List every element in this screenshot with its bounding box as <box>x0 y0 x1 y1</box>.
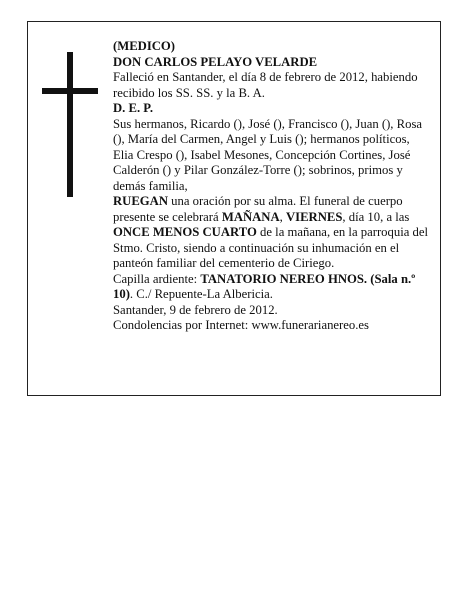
comma-separator: , <box>279 209 286 224</box>
family-list: Sus hermanos, Ricardo (), José (), Francisco (), Juan (), Rosa (), María del Carmen, Angel y Luis (); hermanos políticos, Elia Crespo (), Isabel Mesones, Concepción Cortines, José Calderón () y Pilar González-Torre (); sobrinos, primos y demás familia, <box>113 116 423 193</box>
rip-line: D. E. P. <box>113 101 154 115</box>
deceased-name: DON CARLOS PELAYO VELARDE <box>113 54 318 69</box>
obituary-notice <box>27 21 441 396</box>
profession: (MEDICO) <box>113 39 176 53</box>
cross-horizontal-bar <box>42 88 98 94</box>
day-text: , día 10, a las <box>342 209 410 224</box>
notice-text <box>113 39 433 334</box>
chapel-address: . C./ Repuente-La Albericia. <box>129 287 273 301</box>
request-text: una oración por su alma. El funeral de cuerpo presente se celebrará <box>113 194 403 224</box>
chapel-info <box>113 272 433 303</box>
death-statement: Falleció en Santander, el día 8 de febrero de 2012, habiendo recibido los SS. SS. y la B. A. <box>113 70 418 100</box>
date-place: Santander, 9 de febrero de 2012. <box>113 302 278 317</box>
day-tomorrow: MAÑANA <box>221 209 280 224</box>
chapel-label: Capilla ardiente: <box>113 271 201 286</box>
location-text: de la mañana, en la parroquia del Stmo. Cristo, siendo a continuación su inhumación en el panteón familiar del cementerio de Ciriego. <box>113 225 429 270</box>
condolences-line: Condolencias por Internet: www.funerarianereo.es <box>113 318 369 332</box>
request-verb: RUEGAN <box>113 194 168 208</box>
cross-vertical-bar <box>67 52 73 197</box>
cross-icon <box>42 52 102 197</box>
chapel-name: TANATORIO NEREO HNOS. (Sala n.º 10) <box>113 271 416 301</box>
day-friday: VIERNES <box>285 209 343 224</box>
funeral-details <box>113 194 433 272</box>
funeral-time: ONCE MENOS CUARTO <box>113 225 257 239</box>
